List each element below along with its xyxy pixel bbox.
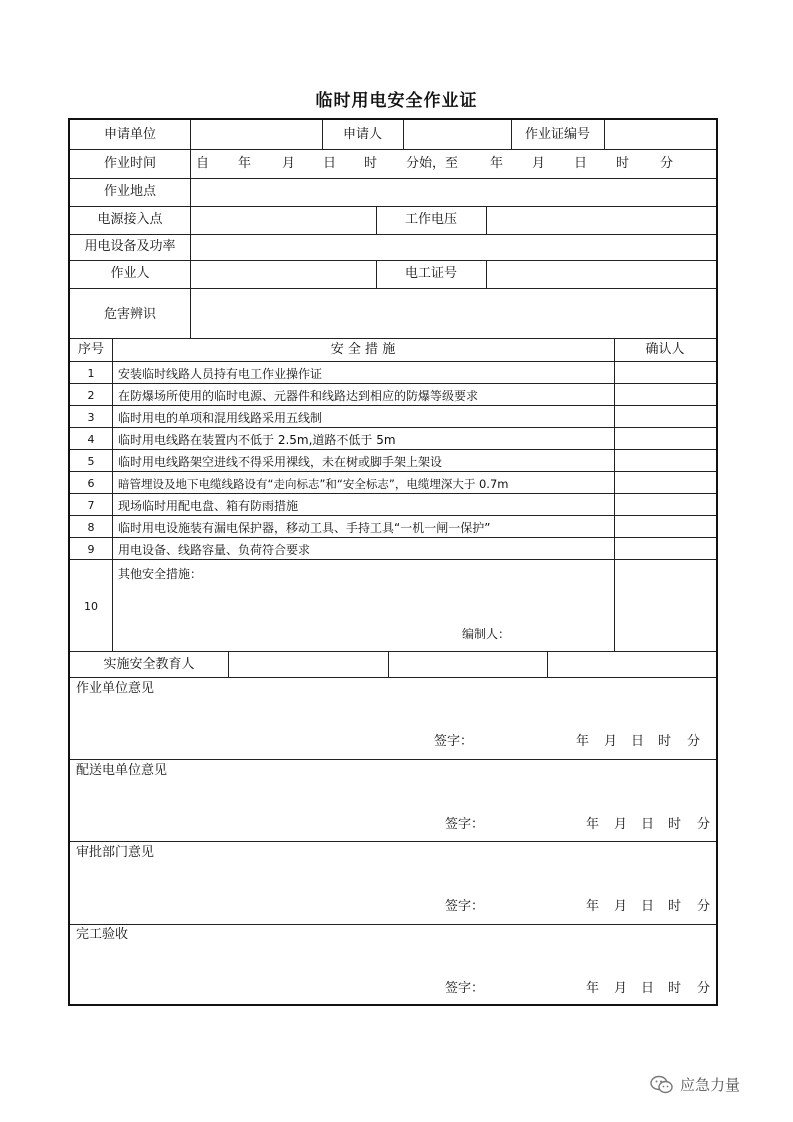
- date-day: 日: [631, 734, 645, 749]
- measure-text: 临时用电线路在装置内不低于 2.5m,道路不低于 5m: [118, 433, 396, 447]
- time-hour-1: 时: [364, 156, 378, 171]
- date-hour: 时: [668, 981, 682, 996]
- date-month: 月: [614, 981, 628, 996]
- date-month: 月: [614, 817, 628, 832]
- date-year: 年: [586, 981, 600, 996]
- measure-number: 2: [87, 389, 95, 402]
- work-place-label: 作业地点: [103, 184, 156, 199]
- col-number-header: 序号: [77, 342, 104, 357]
- opinion-title: 完工验收: [76, 927, 129, 942]
- col-measure-header: 安 全 措 施: [330, 342, 396, 357]
- date-year: 年: [576, 734, 590, 749]
- measure-text: 临时用电设施装有漏电保护器，移动工具、手持工具“一机一闸一保护”: [118, 521, 491, 535]
- col-confirm-header: 确认人: [645, 342, 685, 357]
- measure-number: 7: [87, 499, 95, 512]
- sign-label: 签字：: [445, 899, 485, 914]
- measure-text: 临时用电的单项和混用线路采用五线制: [118, 411, 323, 425]
- sign-label: 签字：: [434, 734, 474, 749]
- measure-number: 5: [87, 455, 95, 468]
- applicant-unit-label: 申请单位: [103, 127, 156, 142]
- hazard-label: 危害辨识: [103, 307, 156, 322]
- opinion-title: 配送电单位意见: [76, 763, 168, 778]
- time-from: 自: [196, 156, 210, 171]
- date-year: 年: [586, 817, 600, 832]
- date-month: 月: [604, 734, 618, 749]
- date-minute: 分: [697, 817, 711, 832]
- watermark-text: 应急力量: [680, 1076, 741, 1094]
- measure-number: 1: [87, 367, 95, 380]
- measure-number-10: 10: [84, 600, 98, 613]
- time-min-end: 分: [660, 156, 674, 171]
- applicant-label: 申请人: [342, 127, 382, 142]
- date-minute: 分: [697, 899, 711, 914]
- measure-text: 现场临时用配电盘、箱有防雨措施: [118, 499, 299, 513]
- measure-text: 在防爆场所使用的临时电源、元器件和线路达到相应的防爆等级要求: [118, 389, 479, 403]
- measure-number: 8: [87, 521, 95, 534]
- other-measures-label: 其他安全措施：: [118, 567, 203, 581]
- sign-label: 签字：: [445, 817, 485, 832]
- measure-number: 9: [87, 543, 95, 556]
- date-hour: 时: [668, 899, 682, 914]
- time-year-1: 年: [238, 156, 252, 171]
- education-label: 实施安全教育人: [103, 657, 195, 672]
- date-minute: 分: [697, 981, 711, 996]
- date-day: 日: [641, 817, 655, 832]
- equipment-power-label: 用电设备及功率: [84, 239, 176, 254]
- date-day: 日: [641, 899, 655, 914]
- time-hour-2: 时: [616, 156, 630, 171]
- measure-number: 4: [87, 433, 95, 446]
- time-month-2: 月: [532, 156, 546, 171]
- work-voltage-label: 工作电压: [404, 212, 457, 227]
- measure-text: 安装临时线路人员持有电工作业操作证: [118, 367, 323, 381]
- time-day-1: 日: [323, 156, 337, 171]
- date-hour: 时: [668, 817, 682, 832]
- electrician-number-label: 电工证号: [404, 266, 457, 281]
- time-day-2: 日: [574, 156, 588, 171]
- time-min-start: 分始，至: [406, 156, 459, 171]
- measure-text: 用电设备、线路容量、负荷符合要求: [118, 543, 311, 557]
- editor-label: 编制人：: [462, 627, 511, 641]
- power-access-label: 电源接入点: [97, 212, 163, 227]
- date-year: 年: [586, 899, 600, 914]
- opinion-title: 作业单位意见: [76, 681, 155, 696]
- permit-form: [68, 118, 718, 1006]
- time-year-2: 年: [490, 156, 504, 171]
- form-title: 临时用电安全作业证: [315, 91, 478, 111]
- date-month: 月: [614, 899, 628, 914]
- measure-number: 3: [87, 411, 95, 424]
- time-month-1: 月: [282, 156, 296, 171]
- date-day: 日: [641, 981, 655, 996]
- permit-number-label: 作业证编号: [524, 127, 590, 142]
- date-hour: 时: [658, 734, 672, 749]
- sign-label: 签字：: [445, 981, 485, 996]
- watermark: [650, 1074, 740, 1095]
- measure-text: 临时用电线路架空进线不得采用裸线，未在树或脚手架上架设: [118, 455, 443, 469]
- worker-label: 作业人: [110, 266, 150, 281]
- work-time-label: 作业时间: [103, 156, 156, 171]
- measure-text: 暗管埋设及地下电缆线路设有“走向标志”和“安全标志”，电缆埋深大于 0.7m: [118, 477, 509, 491]
- date-minute: 分: [687, 734, 701, 749]
- wechat-icon: [650, 1075, 674, 1095]
- measure-number: 6: [87, 477, 95, 490]
- opinion-title: 审批部门意见: [76, 845, 155, 860]
